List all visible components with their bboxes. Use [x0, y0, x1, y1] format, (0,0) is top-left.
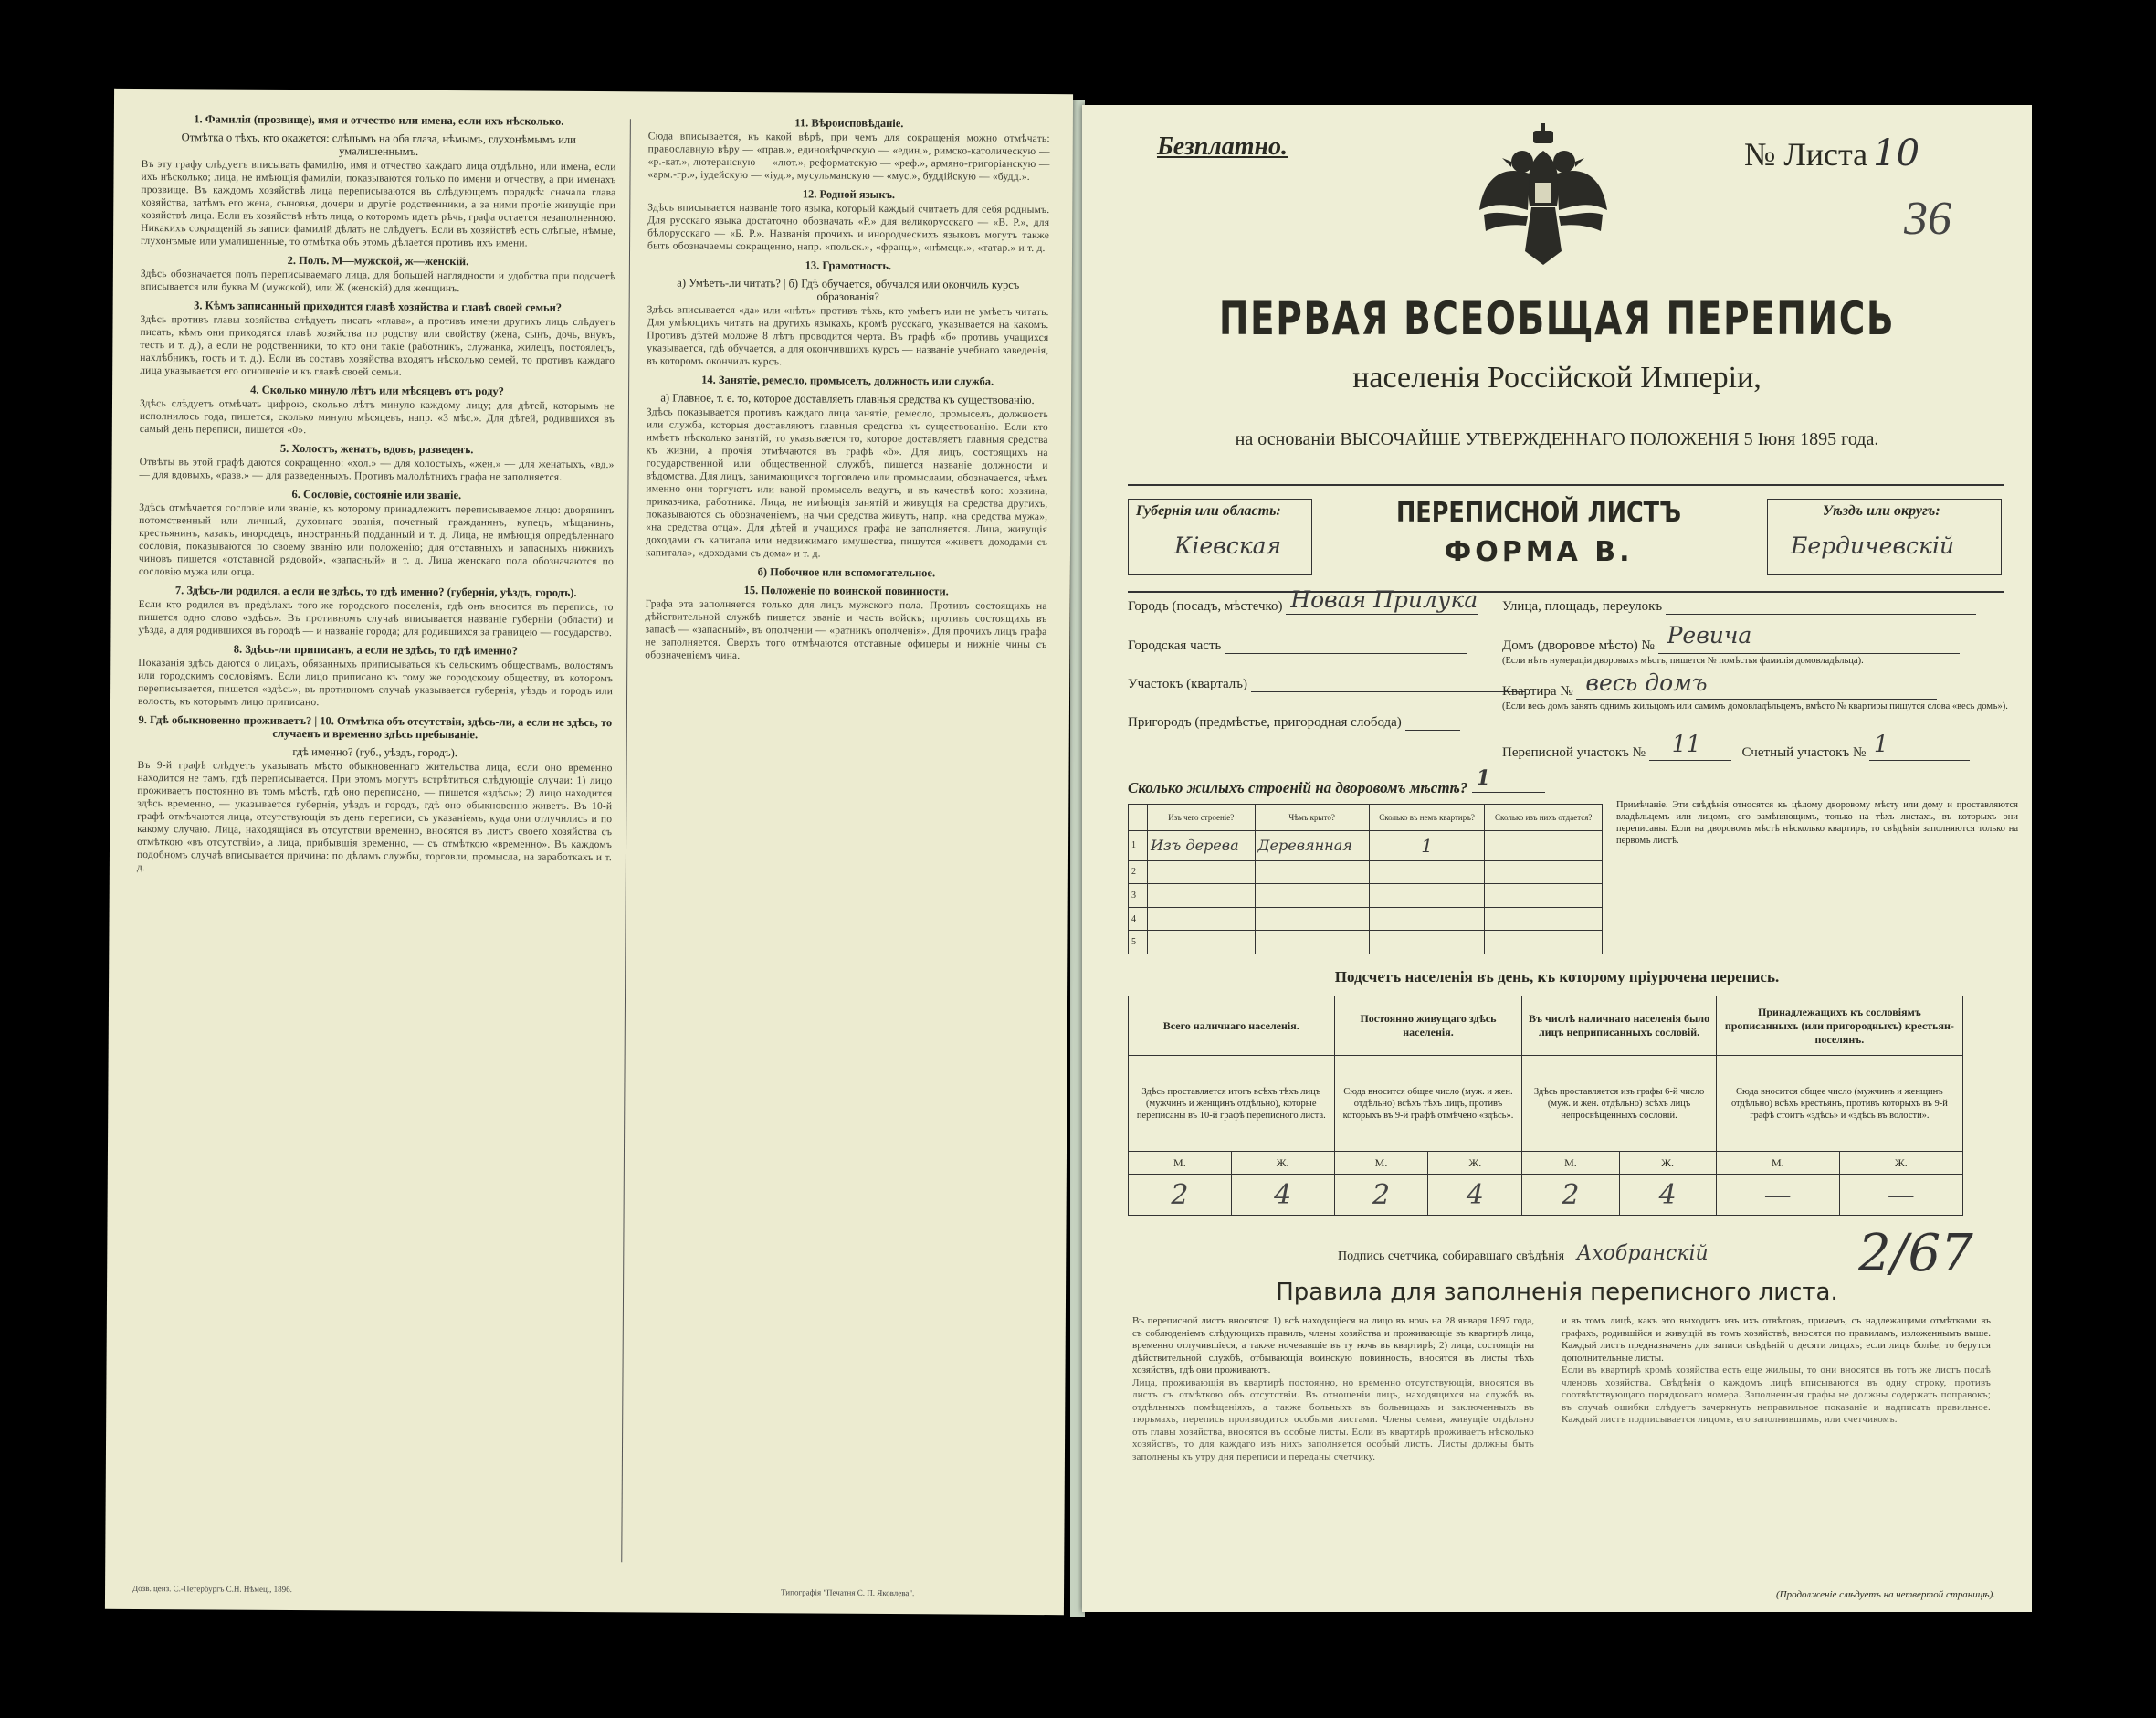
section-heading: 5. Холостъ, женатъ, вдовъ, разведенъ.: [279, 441, 474, 457]
imprint-right: Типографія "Печатня С. П. Яковлева".: [781, 1587, 915, 1598]
district-field[interactable]: [1128, 671, 1525, 692]
section-subheading: а) Умѣетъ-ли читать? | б) Гдѣ обучается, обучался или окончилъ курсъ образованія?: [677, 276, 1020, 303]
roof-cell[interactable]: [1255, 884, 1369, 908]
sheet-number-value: 10: [1873, 132, 1920, 174]
rules-left-column: Въ переписной листъ вносятся: 1) всѣ находящіеся на лицо въ ночь на 28 января 1897 года, съ соблюденіемъ слѣдующихъ правилъ, члены хозяйства и проживающіе въ квартирѣ лица, временно отлучившіеся, а также ночевавшіе въ ту ночь въ квартирѣ; 2) лица, состоящія на дѣйствительной службѣ, отбывающія воинскую повинность, вносятся въ листы тѣхъ хозяйствъ, гдѣ они проживаютъ. Лица, проживающія въ квартирѣ постоянно, но временно отсутствующія, вносятся въ листъ съ отмѣткою объ отсутствіи. Въ отношеніи лицъ, находящихся на службѣ въ отдѣльныхъ помѣщеніяхъ, а также больныхъ въ больницахъ и заключенныхъ въ тюрьмахъ, перепись производится особыми листами. Члены семьи, живущіе отдѣльно отъ главы хозяйства, вносятся въ особые листы. Если въ квартирѣ проживаетъ нѣсколько хозяйствъ, то для каждаго изъ нихъ заполняется особый листъ. Листы должны быть заполнены къ утру дня переписи и переданы счетчику.: [1132, 1315, 1534, 1462]
left-page: [105, 89, 1073, 1615]
count-description: Сюда вносится общее число (мужчинъ и женщинъ отдѣльно) всѣхъ крестьянъ, противъ которыхъ въ 9-й графѣ стоитъ «здѣсь» и «здѣсь въ волости».: [1716, 1056, 1962, 1152]
section-heading: 9. Гдѣ обыкновенно проживаетъ? | 10. Отмѣтка объ отсутствіи, здѣсь-ли, а если не здѣсь, то случаенъ и временно здѣсь пребываніе.: [138, 712, 613, 742]
count-description: Сюда вносится общее число (муж. и жен. отдѣльно) всѣхъ тѣхъ лицъ, противъ которыхъ въ 9-й графѣ отмѣчено «здѣсь».: [1334, 1056, 1522, 1152]
apartments-cell[interactable]: [1369, 931, 1485, 954]
material-cell[interactable]: [1148, 907, 1256, 931]
buildings-value: 1: [1476, 766, 1490, 790]
city-part-field[interactable]: [1128, 633, 1467, 654]
rented-cell[interactable]: [1485, 931, 1603, 954]
section-heading: б) Побочное или вспомогательное.: [757, 565, 936, 580]
gubernia-box[interactable]: [1128, 499, 1312, 575]
count-header: Всего наличнаго населенія.: [1129, 996, 1335, 1056]
apartments-cell[interactable]: 1: [1369, 831, 1485, 860]
free-label: Безплатно.: [1157, 132, 1288, 161]
row-number: 5: [1129, 931, 1148, 954]
city-part-label: Городская часть: [1128, 638, 1222, 653]
rented-cell[interactable]: [1485, 831, 1603, 860]
count-header: Принадлежащихъ къ сословіямъ прописанныхъ (или пригородныхъ) крестьян-поселянъ.: [1716, 996, 1962, 1056]
buildings-label: Сколько жилыхъ строеній на дворовомъ мѣстѣ?: [1128, 779, 1468, 796]
roof-cell[interactable]: [1255, 907, 1369, 931]
basis-line: на основаніи ВЫСОЧАЙШЕ УТВЕРЖДЕННАГО ПОЛОЖЕНІЯ 5 Іюня 1895 года.: [1235, 429, 1879, 449]
count-cell[interactable]: 4: [1428, 1175, 1522, 1216]
material-cell[interactable]: [1148, 931, 1256, 954]
counting-district-label: Счетный участокъ №: [1741, 745, 1867, 760]
gubernia-label: Губернія или область:: [1136, 503, 1281, 519]
suburb-field[interactable]: [1128, 710, 1460, 731]
section-heading: 3. Кѣмъ записанный приходится главѣ хозяйства и главѣ своей семьи?: [194, 299, 563, 314]
suburb-label: Пригородъ (предмѣстье, пригородная слобода): [1128, 715, 1402, 730]
signature-value: Ахобранскій: [1576, 1242, 1709, 1265]
section-heading: 11. Вѣроисповѣданіе.: [794, 116, 904, 131]
apartments-cell[interactable]: [1369, 860, 1485, 884]
table-row: [1129, 884, 1603, 908]
house-value: Ревича: [1667, 622, 1752, 648]
rules-text: Въ переписной листъ вносятся: 1) всѣ находящіеся на лицо въ ночь на 28 января 1897 года, съ соблюденіемъ слѣдующихъ правилъ, члены хозяйства и проживающіе въ квартирѣ лица, временно отлучившіеся, а также ночевавшіе въ ту ночь въ квартирѣ; 2) лица, состоящія на дѣйствительной службѣ, отбывающія воинскую повинность, вносятся въ листы тѣхъ хозяйствъ, гдѣ они проживаютъ.: [1132, 1315, 1534, 1375]
left-column: 1. Фамилія (прозвище), имя и отчество или имена, если ихъ нѣсколько. Отмѣтка о тѣхъ, кто окажется: слѣпымъ на оба глаза, нѣмымъ, глухонѣмымъ или умалишеннымъ. Въ эту графу слѣдуетъ вписывать фамилію, имя и отчество каждаго лица отдѣльно, или имена, если ихъ нѣсколько; лица, не имѣющія фамиліи, показываются только по имени и отчеству, а при именахъ прозвище. Въ каждомъ хозяйствѣ лица переписываются въ слѣдующемъ порядкѣ: сначала глава хозяйства, затѣмъ его жена, сыновья, дочери и другіе родственники, а за ними прочіе живущіе при хозяйствѣ лица. Если въ хозяйствѣ нѣтъ лица, о которомъ идетъ рѣчь, графа остается незаполненною. Никакихъ сокращеній въ записи фамилій дѣлать не слѣдуетъ. Если въ хозяйствѣ есть слѣпые, нѣмые, глухонѣмые или умалишенные, то отмѣтка объ этомъ дѣлается противъ ихъ имени. 2. Полъ. М—мужской, ж—женскій. Здѣсь обозначается полъ переписываемаго лица, для большей наглядности и удобства при подсчетѣ вписывается или буква М (мужской), или Ж (женскій) для женщинъ. 3. Кѣмъ записанный приходится главѣ хозяйства и главѣ своей семьи? Здѣсь противъ главы хозяйства слѣдуетъ писать «глава», а противъ имени другихъ лицъ слѣдуетъ писать, кѣмъ они приходятся главѣ хозяйства по родству или свойству (жена, сынъ, дочь, внукъ, тесть и т. д.), а если не родственники, то кто они такіе (работникъ, служанка, жилецъ, постоялецъ, нахлѣбникъ, гость и т. д.). Если въ составъ хозяйства входятъ нѣсколько семей, то противъ каждаго лица указывается его отношеніе и къ главѣ своей семьи. 4. Сколько минуло лѣтъ или мѣсяцевъ отъ роду? Здѣсь слѣдуетъ отмѣчать цифрою, сколько лѣтъ минуло каждому лицу; для дѣтей, которымъ не исполнилось года, пишется, сколько минуло мѣсяцевъ, напр. «3 мѣс.». Для дѣтей, родившихся въ самый день переписи, пишется «0». 5. Холостъ, женатъ, вдовъ, разведенъ. Отвѣты въ этой графѣ даются сокращенно: «хол.» — для холостыхъ, «жен.» — для женатыхъ, «вд.» — для вдовыхъ, «разв.» — для разведенныхъ. Противъ малолѣтнихъ графа не заполняется. 6. Сословіе, состояніе или званіе. Здѣсь отмѣчается сословіе или званіе, къ которому принадлежитъ переписываемое лицо: дворянинъ потомственный или личный, духовнаго званія, почетный гражданинъ, купецъ, мѣщанинъ, крестьянинъ, казакъ, инородецъ, иностранный подданный и т. д. Лица, не имѣющія опредѣленнаго сословія, показываются по своему званію или положенію; для отставныхъ и запасныхъ нижнихъ чиновъ пишется «отставной рядовой», «запасный» и т. д. Лица женскаго пола обозначаются по сословію мужа или отца. 7. Здѣсь-ли родился, а если не здѣсь, то гдѣ именно? (губернія, уѣздъ, городъ). Если кто родился въ предѣлахъ того-же городского поселенія, гдѣ онъ вносится въ перепись, то пишется одно слово «здѣсь». Въ противномъ случаѣ вписывается названіе губерніи (области) и уѣзда, а для родившихся въ городѣ — и названіе города; для родившихся за границею — государство. 8. Здѣсь-ли приписанъ, а если не здѣсь, то гдѣ именно? Показанія здѣсь даются о лицахъ, обязанныхъ приписываться къ сельскимъ обществамъ, волостямъ или городскимъ сословіямъ. Если лицо приписано къ тому же городскому обществу, въ которомъ переписывается, пишется «здѣсь», въ противномъ случаѣ указывается губернія, уѣздъ и городъ или волость, къ которымъ лицо приписано. 9. Гдѣ обыкновенно проживаетъ? | 10. Отмѣтка объ отсутствіи, здѣсь-ли, а если не здѣсь, то случаенъ и временно здѣсь пребываніе. гдѣ именно? (губ., уѣздъ, городъ). Въ 9-й графѣ слѣдуетъ указывать мѣсто обыкновеннаго жительства лица, если оно временно находится не тамъ, гдѣ переписывается. При этомъ могутъ встрѣтиться слѣдующіе случаи: 1) лицо проживаетъ постоянно въ томъ мѣстѣ, гдѣ оно переписано, — пишется «здѣсь»; 2) лицо находится здѣсь временно, — указывается губернія, уѣздъ и городъ, гдѣ оно обыкновенно живетъ. Въ 10-й графѣ отмѣчаются лица, отсутствующія въ день переписи, съ указаніемъ, куда они отлучились и по какому случаю. Лица, находящіяся въ отсутствіи временно, вносятся въ листъ своего хозяйства съ отмѣткою «въ отсутствіи», а лица, прибывшія временно, — съ отмѣткою «временно». Въ каждомъ подобномъ случаѣ вписывается причина: по дѣламъ службы, торговли, промысла, на заработкахъ и т. д.: [136, 112, 616, 874]
table-row: [1129, 907, 1603, 931]
main-title: ПЕРВАЯ ВСЕОБЩАЯ ПЕРЕПИСЬ: [1218, 292, 1896, 345]
female-header: Ж.: [1619, 1152, 1716, 1175]
section-heading: 4. Сколько минуло лѣтъ или мѣсяцевъ отъ роду?: [250, 383, 505, 398]
right-column: 11. Вѣроисповѣданіе. Сюда вписывается, къ какой вѣрѣ, при чемъ для сокращенія можно отмѣчать: православную вѣру — «прав.», единовѣрческую — «един.», римско-католическую — «р.-кат.», лютеранскую — «лют.», реформатскую — «реф.», армяно-григоріанскую — «арм.-гр.», іудейскую — «іуд.», мусульманскую — «мус.», буддійскую — «будд.». 12. Родной языкъ. Здѣсь вписывается названіе того языка, который каждый считаетъ для себя роднымъ. Для русскаго языка достаточно обозначать «Р.» для великорусскаго — «В. Р.», для бѣлорусскаго — «Б. Р.». Названія прочихъ и инородческихъ языковъ могутъ также быть обозначаемы сокращенно, напр. «польск.», «франц.», «нѣмецк.», «татар.» и т. д. 13. Грамотность. а) Умѣетъ-ли читать? | б) Гдѣ обучается, обучался или окончилъ курсъ образованія? Здѣсь вписывается «да» или «нѣтъ» противъ тѣхъ, кто умѣетъ или не умѣетъ читать. Для умѣющихъ читать на другихъ языкахъ, кромѣ русскаго, указывается на какомъ. Противъ дѣтей моложе 8 лѣтъ проводится черта. Въ графѣ «б» противъ учащихся указывается, гдѣ обучается, а для окончившихъ курсъ — названіе учебнаго заведенія, въ которомъ окончилъ курсъ. 14. Занятіе, ремесло, промыселъ, должность или служба. а) Главное, т. е. то, которое доставляетъ главныя средства къ существованію. Здѣсь показывается противъ каждаго лица занятіе, ремесло, промыселъ, должность или служба, которыя доставляютъ главныя средства къ существованію. Если кто имѣетъ нѣсколько занятій, то указывается то, которое доставляетъ главныя средства къ жизни, а прочія отмѣчаются въ графѣ «б». Для лицъ, состоящихъ на государственной или общественной службѣ, пишется названіе должности и вѣдомства. Для лицъ, занимающихся торговлею или промыслами, обозначается, чѣмъ именно они торгуютъ или какой промыселъ ведутъ, и въ качествѣ кого: хозяина, приказчика, работника. Лица, не имѣющія занятій и живущія на средства другихъ, показываются съ обозначеніемъ, на чьи средства живутъ, напр. «на средства мужа», «на средства отца». Для дѣтей и учащихся графа не заполняется. Лица, живущія доходами съ капитала или недвижимаго имущества, пишутся «живетъ доходами съ капитала», «доходами съ дома» и т. д. б) Побочное или вспомогательное. 15. Положеніе по воинской повинности. Графа эта заполняется только для лицъ мужского пола. Противъ состоящихъ на дѣйствительной службѣ пишется званіе и часть войскъ; противъ состоящихъ въ запасѣ — «запасный», въ ополченіи — «ратникъ ополченія». Для прочихъ лицъ графа не заполняется. Сверхъ того отмѣчаются отставные офицеры и нижніе чины съ обозначеніемъ чина.: [645, 116, 1050, 662]
rented-cell[interactable]: [1485, 884, 1603, 908]
count-header: Въ числѣ наличнаго населенія было лицъ неприписанныхъ сословій.: [1522, 996, 1716, 1056]
apartment-label: Квартира №: [1502, 684, 1573, 699]
section-heading: 12. Родной языкъ.: [802, 187, 896, 202]
count-cell[interactable]: 4: [1231, 1175, 1334, 1216]
column-divider: [621, 119, 631, 1562]
count-cell[interactable]: 2: [1522, 1175, 1619, 1216]
census-district-value: 11: [1671, 731, 1701, 757]
census-district-field[interactable]: [1502, 731, 1970, 761]
male-header: М.: [1129, 1152, 1232, 1175]
row-number: 4: [1129, 907, 1148, 931]
city-field[interactable]: [1128, 586, 1478, 615]
district-label: Участокъ (кварталъ): [1128, 677, 1248, 691]
rules-title: Правила для заполненія переписного листа.: [1276, 1279, 1838, 1306]
city-value: Новая Прилука: [1290, 586, 1478, 613]
subtitle: населенія Россійской Имперіи,: [1352, 361, 1762, 395]
street-field[interactable]: [1502, 594, 1976, 615]
count-cell[interactable]: 2: [1129, 1175, 1232, 1216]
count-cell[interactable]: 2: [1334, 1175, 1428, 1216]
buildings-table: [1128, 804, 1603, 954]
rented-cell[interactable]: [1485, 860, 1603, 884]
table-row: [1129, 860, 1603, 884]
section-heading: 1. Фамилія (прозвище), имя и отчество или имена, если ихъ нѣсколько.: [194, 112, 564, 128]
table-row: [1129, 831, 1603, 860]
roof-cell[interactable]: [1255, 931, 1369, 954]
roof-cell[interactable]: [1255, 860, 1369, 884]
row-number: 1: [1129, 831, 1148, 860]
count-description: Здѣсь проставляется изъ графы 6-й число (муж. и жен. отдѣльно) всѣхъ лицъ непросвѣщенныхъ сословій.: [1522, 1056, 1716, 1152]
buildings-header: Чѣмъ крыто?: [1255, 805, 1369, 831]
imprint-left: Дозв. ценз. С.-Петербургъ С.Н. Нѣмец., 1896.: [132, 1583, 292, 1595]
female-header: Ж.: [1428, 1152, 1522, 1175]
buildings-question[interactable]: [1128, 766, 1545, 797]
uezd-label: Уѣздъ или округъ:: [1823, 503, 1940, 519]
apartment-field[interactable]: [1502, 669, 1937, 700]
count-title: Подсчетъ населенія въ день, къ которому пріурочена перепись.: [1334, 968, 1780, 985]
section-heading: 8. Здѣсь-ли приписанъ, а если не здѣсь, то гдѣ именно?: [233, 642, 518, 658]
gubernia-value: Кіевская: [1174, 532, 1282, 559]
count-cell[interactable]: 4: [1619, 1175, 1716, 1216]
double-headed-eagle-icon: [1475, 123, 1612, 269]
male-header: М.: [1716, 1152, 1839, 1175]
pencil-number: 36: [1904, 193, 1951, 245]
count-cell[interactable]: —: [1716, 1175, 1839, 1216]
house-field[interactable]: [1502, 622, 1960, 654]
census-form-page: [1082, 105, 2032, 1612]
continued-note: (Продолженіе слѣдуетъ на четвертой страницѣ).: [1776, 1589, 1995, 1600]
section-heading: 13. Грамотность.: [805, 258, 892, 273]
buildings-note: Примѣчаніе. Эти свѣдѣнія относятся къ цѣлому дворовому мѣсту или дому и проставляются владѣльцемъ или лицомъ, его замѣняющимъ, только на тѣхъ листахъ, въ которыхъ они переписаны. Если на дворовомъ мѣстѣ нѣсколько квартиръ, то свѣдѣнія заполняются только на первомъ листѣ.: [1616, 800, 2018, 846]
apartments-cell[interactable]: [1369, 884, 1485, 908]
section-heading: 15. Положеніе по воинской повинности.: [743, 584, 949, 598]
table-row: [1129, 931, 1603, 954]
uezd-value: Бердичевскій: [1791, 532, 1955, 559]
signature-label: Подпись счетчика, собиравшаго свѣдѣнія: [1338, 1249, 1565, 1263]
material-cell[interactable]: [1148, 860, 1256, 884]
material-cell[interactable]: [1148, 884, 1256, 908]
count-cell[interactable]: —: [1839, 1175, 1962, 1216]
roof-cell[interactable]: Деревянная: [1255, 831, 1369, 860]
buildings-header: Изъ чего строеніе?: [1148, 805, 1256, 831]
form-header: [1128, 484, 2004, 593]
section-subheading: Отмѣтка о тѣхъ, кто окажется: слѣпымъ на оба глаза, нѣмымъ, глухонѣмымъ или умалишеннымъ.: [181, 131, 576, 158]
row-number: 2: [1129, 860, 1148, 884]
sheet-number: [1744, 132, 1919, 174]
signature-field[interactable]: [1338, 1242, 1709, 1265]
signature-paraph: 2/67: [1858, 1224, 1973, 1283]
house-note: (Если нѣтъ нумераціи дворовыхъ мѣстъ, пишется № помѣстья фамилія домовладѣльца).: [1502, 656, 1864, 666]
rules-right-column: и въ томъ лицѣ, какъ это выходитъ изъ ихъ отвѣтовъ, причемъ, съ надлежащими отмѣтками въ графахъ, родившійся и живущій въ томъ хозяйствѣ, вносятся по правиламъ, изложеннымъ выше. Каждый листъ предназначенъ для записи свѣдѣній о десяти лицахъ; если лицъ болѣе, то берутся дополнительные листы. Если въ квартирѣ кромѣ хозяйства есть еще жильцы, то они вносятся въ тотъ же листъ послѣ членовъ хозяйства. Свѣдѣнія о каждомъ лицѣ вписываются въ одну строку, противъ соотвѣтствующаго порядковаго номера. Заполненныя графы не должны содержать поправокъ; въ случаѣ ошибки слѣдуетъ зачеркнуть неправильное показаніе и надписать правильное. Каждый листъ подписывается лицомъ, его заполнившимъ, или счетчикомъ.: [1562, 1315, 1991, 1425]
sheet-name: ПЕРЕПИСНОЙ ЛИСТЪ: [1395, 497, 1682, 529]
census-district-label: Переписной участокъ №: [1502, 745, 1646, 760]
street-label: Улица, площадь, переулокъ: [1502, 599, 1663, 614]
female-header: Ж.: [1839, 1152, 1962, 1175]
form-name: ФОРМА В.: [1444, 536, 1634, 568]
section-heading: 6. Сословіе, состояніе или званіе.: [291, 488, 462, 502]
section-subheading: а) Главное, т. е. то, которое доставляетъ главныя средства къ существованію.: [660, 391, 1035, 406]
rented-cell[interactable]: [1485, 907, 1603, 931]
count-header: Постоянно живущаго здѣсь населенія.: [1334, 996, 1522, 1056]
male-header: М.: [1334, 1152, 1428, 1175]
section-heading: 7. Здѣсь-ли родился, а если не здѣсь, то гдѣ именно? (губернія, уѣздъ, городъ).: [174, 584, 577, 599]
apartments-cell[interactable]: [1369, 907, 1485, 931]
section-heading: 14. Занятіе, ремесло, промыселъ, должность или служба.: [701, 373, 994, 388]
female-header: Ж.: [1231, 1152, 1334, 1175]
buildings-header: Сколько изъ нихъ отдается?: [1485, 805, 1603, 831]
male-header: М.: [1522, 1152, 1619, 1175]
population-count-table: [1128, 996, 1963, 1216]
row-number: 3: [1129, 884, 1148, 908]
material-cell[interactable]: Изъ дерева: [1148, 831, 1256, 860]
counting-district-value: 1: [1874, 731, 1888, 757]
apartment-value: весь домъ: [1585, 669, 1708, 696]
section-subheading: гдѣ именно? (губ., уѣздъ, городъ).: [292, 745, 457, 760]
rules-text: и въ томъ лицѣ, какъ это выходитъ изъ ихъ отвѣтовъ, причемъ, съ надлежащими отмѣтками въ графахъ, родившійся и живущій въ томъ хозяйствѣ, вносятся по правиламъ, изложеннымъ выше. Каждый листъ предназначенъ для записи свѣдѣній о десяти лицахъ; если лицъ болѣе, то берутся дополнительные листы.: [1562, 1315, 1991, 1364]
section-heading: 2. Полъ. М—мужской, ж—женскій.: [287, 253, 469, 269]
count-description: Здѣсь проставляется итогъ всѣхъ тѣхъ лицъ (мужчинъ и женщинъ отдѣльно), которые переписаны въ 10-й графѣ переписного листа.: [1129, 1056, 1335, 1152]
apartment-note: (Если весь домъ занятъ однимъ жильцомъ или самимъ домовладѣльцемъ, вмѣсто № квартиры пишутся слова «весь домъ»).: [1502, 701, 2008, 711]
city-label: Городъ (посадъ, мѣстечко): [1128, 599, 1283, 614]
house-label: Домъ (дворовое мѣсто) №: [1502, 638, 1655, 653]
uezd-box[interactable]: [1767, 499, 2002, 575]
buildings-header: Сколько въ немъ квартиръ?: [1369, 805, 1485, 831]
sheet-number-label: № Листа: [1744, 136, 1868, 173]
